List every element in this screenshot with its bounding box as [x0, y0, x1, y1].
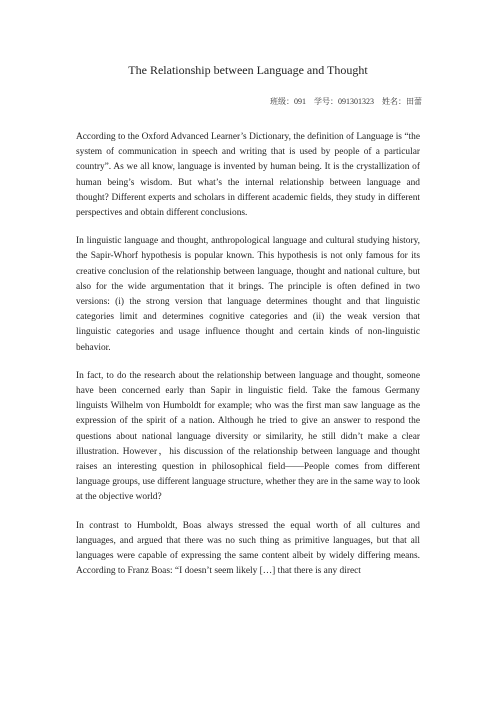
paragraph-2: In linguistic language and thought, anthropological language and cultural studying history, the Sapir-Whorf hypothesis is popular known. This hypothesis is not only famous for its creative conclusion of the relationship between language, thought and national culture, but also for the wide argumentation that it brings. The principle is often defined in two versions: (i) the strong version that language determines thought and that linguistic categories limit and determines cognitive categories and (ii) the weak version that linguistic categories and usage influence thought and certain kinds of non-linguistic behavior. [76, 236, 420, 353]
paragraph-3: In fact, to do the research about the relationship between language and thought, someone have been concerned early than Sapir in linguistic field. Take the famous Germany linguists Wilhelm von Humboldt for example; who was the first man saw language as the expression of the spirit of a nation. Although he tried to give an answer to respond the questions about national language diversity or similarity, he still didn’t make a clear illustration. However，his discussion of the relationship between language and thought raises an interesting question in philosophical field——People comes from different language groups, use different language structure, whether they are in the same way to look at the objective world? [76, 370, 420, 503]
document-body [76, 130, 420, 592]
document-title: The Relationship between Language and Thought [128, 63, 368, 77]
student-info: 班级：091 学号：091301323 姓名：田蕾 [270, 97, 422, 106]
paragraph-4: In contrast to Humboldt, Boas always stressed the equal worth of all cultures and languages, and argued that there was no such thing as primitive languages, but that all languages were capable of expressing the same content albeit by widely differing means. According to Franz Boas: “I doesn’t seem likely […] that there is any direct [76, 520, 420, 577]
paragraph-1: According to the Oxford Advanced Learner’s Dictionary, the definition of Language is “the system of communication in speech and writing that is used by people of a particular country”. As we all know, language is invented by human being. It is the crystallization of human being’s wisdom. But what’s the internal relationship between language and thought? Different experts and scholars in different academic fields, they study in different perspectives and obtain different conclusions. [76, 132, 420, 219]
